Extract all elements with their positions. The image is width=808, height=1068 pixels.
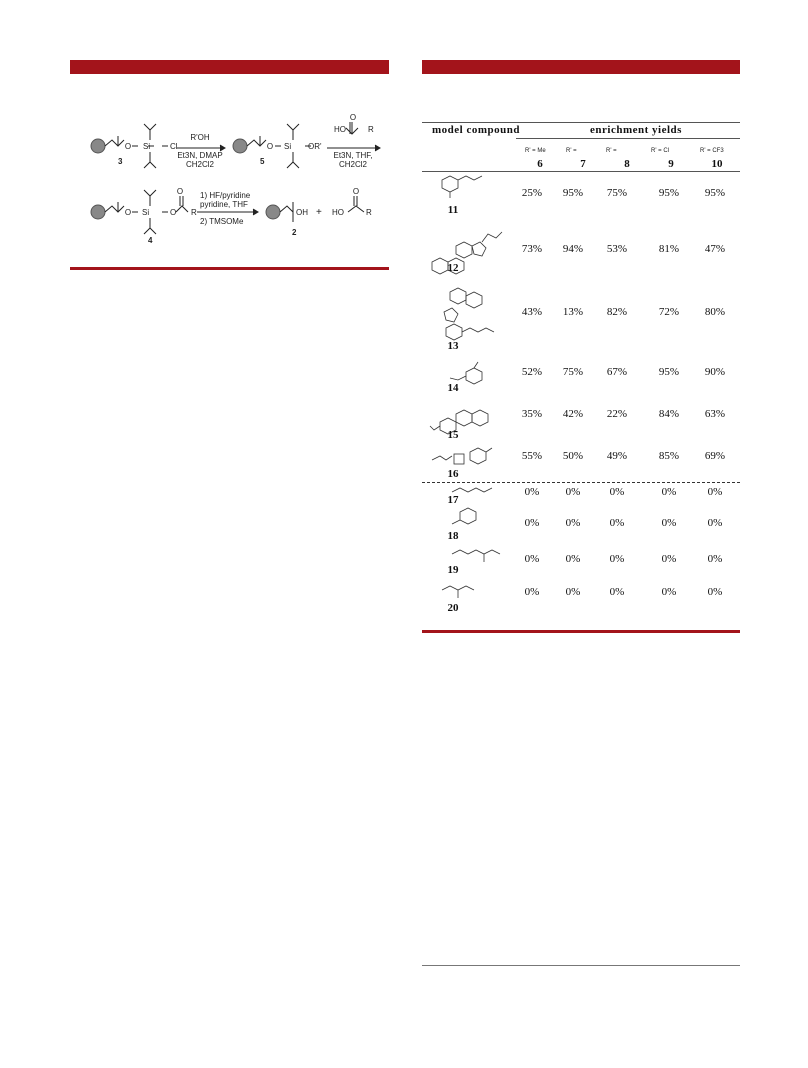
or-prime-label: OR' — [308, 142, 322, 151]
step1-reagent-a: Et3N, DMAP — [177, 151, 223, 160]
si-label-4: Si — [142, 208, 150, 217]
yield-cell: 72% — [658, 306, 680, 318]
product-acid-label: HO — [332, 208, 344, 217]
yield-cell: 52% — [521, 366, 543, 378]
compound-id: 12 — [447, 262, 459, 274]
yields-underline — [516, 138, 740, 139]
yield-cell: 0% — [661, 586, 677, 598]
yield-cell: 43% — [521, 306, 543, 318]
step3-reagent-a: 1) HF/pyridine — [200, 191, 251, 200]
yield-cell: 0% — [707, 517, 723, 529]
reaction-scheme — [70, 100, 390, 265]
si-label-3: Si — [143, 142, 151, 151]
yield-cell: 69% — [704, 450, 726, 462]
yield-cell: 55% — [521, 450, 543, 462]
compound-5-label: 5 — [260, 157, 265, 166]
compound-4-label: 4 — [148, 236, 153, 245]
compound-id: 13 — [447, 340, 459, 352]
product-r-label: R — [366, 208, 372, 217]
yield-cell: 73% — [521, 243, 543, 255]
svg-text:O: O — [266, 142, 274, 151]
yield-cell: 0% — [707, 586, 723, 598]
compound-2-label: 2 — [292, 228, 297, 237]
step3-reagent-b: pyridine, THF — [200, 200, 248, 209]
si-label-5: Si — [284, 142, 292, 151]
step1-reagent-b: CH2Cl2 — [185, 160, 215, 169]
svg-text:O: O — [170, 208, 177, 217]
yield-cell: 90% — [704, 366, 726, 378]
yield-cell: 0% — [707, 553, 723, 565]
svg-text:O: O — [349, 113, 357, 122]
step2-reagent-b: CH2Cl2 — [338, 160, 368, 169]
footnote-rule — [422, 965, 740, 966]
cl-label: Cl — [170, 142, 178, 151]
left-section-bar — [70, 60, 389, 74]
yield-cell: 95% — [562, 187, 584, 199]
yield-cell: 25% — [521, 187, 543, 199]
yield-cell: 49% — [606, 450, 628, 462]
yield-cell: 82% — [606, 306, 628, 318]
yield-cell: 0% — [661, 553, 677, 565]
compound-id: 17 — [447, 494, 459, 506]
step2-reagent-a: Et3N, THF, — [333, 151, 373, 160]
yield-cell: 13% — [562, 306, 584, 318]
table-bottom-rule — [422, 630, 740, 633]
yield-cell: 0% — [661, 486, 677, 498]
left-scheme-rule — [70, 267, 389, 270]
yield-cell: 81% — [658, 243, 680, 255]
compound-id: 20 — [447, 602, 459, 614]
col-8: 8 — [624, 158, 630, 170]
yield-cell: 0% — [524, 486, 540, 498]
yield-cell: 0% — [609, 486, 625, 498]
r-group-10: R' = CF3 — [700, 148, 724, 154]
yield-cell: 22% — [606, 408, 628, 420]
r-group-8: R' = — [606, 148, 617, 154]
yield-cell: 0% — [609, 553, 625, 565]
compound-id: 15 — [447, 429, 459, 441]
yield-cell: 75% — [562, 366, 584, 378]
svg-text:O: O — [176, 187, 184, 196]
acid-ho-label: HO — [334, 125, 346, 134]
acid-r-label: R — [368, 125, 374, 134]
compound-id: 14 — [447, 382, 459, 394]
compound-id: 19 — [447, 564, 459, 576]
svg-text:O: O — [124, 208, 132, 217]
yield-cell: 0% — [565, 486, 581, 498]
yield-cell: 0% — [524, 586, 540, 598]
compound-3-label: 3 — [118, 157, 123, 166]
yield-cell: 0% — [524, 517, 540, 529]
yield-cell: 0% — [524, 553, 540, 565]
table-top-rule — [422, 122, 740, 123]
r-group-6: R' = Me — [525, 148, 546, 154]
yield-cell: 0% — [565, 586, 581, 598]
r-group-9: R' = Cl — [651, 148, 669, 154]
yield-cell: 94% — [562, 243, 584, 255]
yield-cell: 95% — [658, 187, 680, 199]
oh-label: OH — [296, 208, 308, 217]
yield-cell: 0% — [565, 517, 581, 529]
yield-cell: 80% — [704, 306, 726, 318]
yield-cell: 50% — [562, 450, 584, 462]
svg-text:O: O — [352, 187, 360, 196]
step3-reagent-c: 2) TMSOMe — [200, 217, 244, 226]
col-10: 10 — [711, 158, 723, 170]
compound-id: 18 — [447, 530, 459, 542]
yield-cell: 35% — [521, 408, 543, 420]
col-header-model: model compound — [432, 124, 520, 136]
right-section-bar — [422, 60, 740, 74]
yield-cell: 0% — [565, 553, 581, 565]
compound-id: 11 — [447, 204, 459, 216]
col-7: 7 — [580, 158, 586, 170]
yield-cell: 95% — [704, 187, 726, 199]
svg-text:O: O — [124, 142, 132, 151]
plus-sign: + — [316, 207, 322, 218]
yield-cell: 47% — [704, 243, 726, 255]
col-header-yields: enrichment yields — [590, 124, 682, 136]
yield-cell: 75% — [606, 187, 628, 199]
yield-cell: 85% — [658, 450, 680, 462]
yield-cell: 0% — [707, 486, 723, 498]
r-group-7: R' = — [566, 148, 577, 154]
r-label-4: R — [191, 208, 197, 217]
yield-cell: 63% — [704, 408, 726, 420]
yield-cell: 0% — [609, 517, 625, 529]
yield-cell: 0% — [661, 517, 677, 529]
yield-cell: 95% — [658, 366, 680, 378]
yield-cell: 84% — [658, 408, 680, 420]
compound-id: 16 — [447, 468, 459, 480]
yield-cell: 67% — [606, 366, 628, 378]
step1-reagent-top: R'OH — [190, 133, 210, 142]
yield-cell: 53% — [606, 243, 628, 255]
col-9: 9 — [668, 158, 674, 170]
yield-cell: 42% — [562, 408, 584, 420]
yield-cell: 0% — [609, 586, 625, 598]
table-dashed-divider — [422, 482, 740, 483]
col-6: 6 — [537, 158, 543, 170]
